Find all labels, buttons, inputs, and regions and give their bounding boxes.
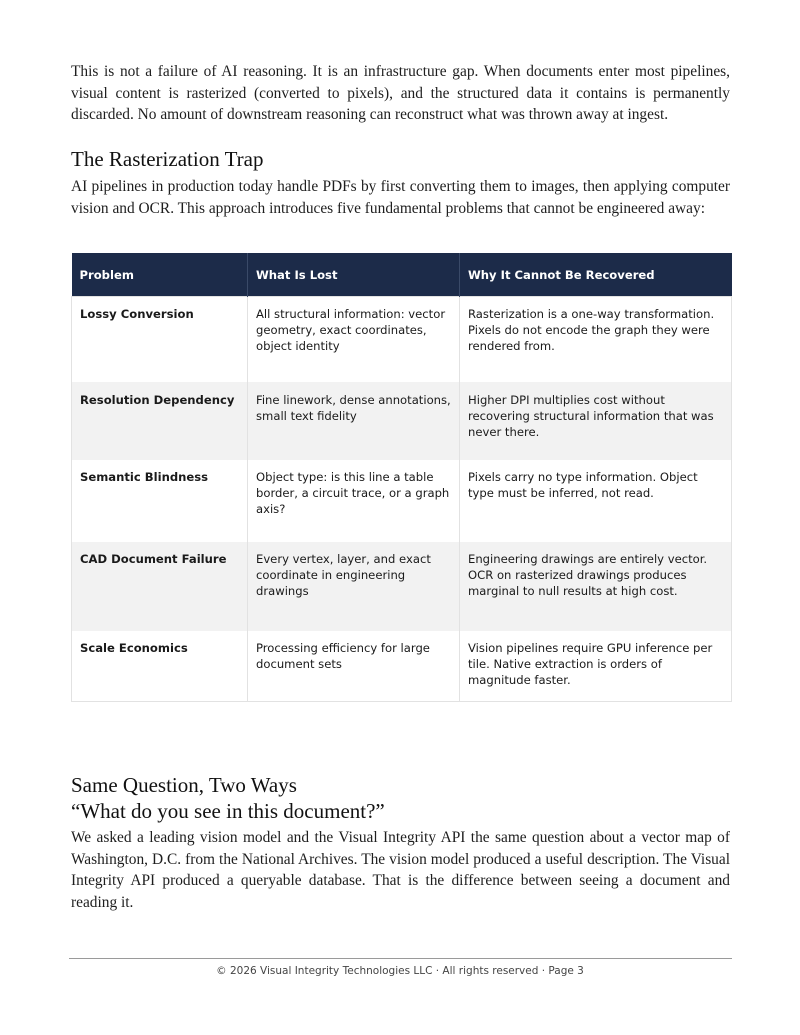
cell-problem: Lossy Conversion — [72, 297, 248, 383]
cell-why-not-recovered: Vision pipelines require GPU inference per tile. Native extraction is orders of magnitude faster. — [460, 631, 732, 702]
footer-divider — [69, 958, 732, 959]
cell-what-is-lost: Processing efficiency for large document sets — [248, 631, 460, 702]
table-row — [72, 382, 732, 460]
section-subheading-question: “What do you see in this document?” — [71, 799, 385, 823]
cell-problem: CAD Document Failure — [72, 542, 248, 631]
page-footer: © 2026 Visual Integrity Technologies LLC · All rights reserved · Page 3 — [216, 965, 584, 977]
cell-what-is-lost: All structural information: vector geometry, exact coordinates, object identity — [248, 297, 460, 383]
cell-what-is-lost: Fine linework, dense annotations, small text fidelity — [248, 382, 460, 460]
comparison-paragraph: We asked a leading vision model and the Visual Integrity API the same question about a vector map of Washington, D.C. from the National Archives. The vision model produced a useful description. The Visual Integrity API produced a queryable database. That is the difference between seeing a document and reading it. — [71, 829, 730, 911]
table-header-why-not-recovered: Why It Cannot Be Recovered — [460, 253, 732, 297]
cell-why-not-recovered: Pixels carry no type information. Object type must be inferred, not read. — [460, 460, 732, 542]
table-header-problem: Problem — [72, 253, 248, 297]
cell-problem: Scale Economics — [72, 631, 248, 702]
cell-problem: Resolution Dependency — [72, 382, 248, 460]
cell-why-not-recovered: Engineering drawings are entirely vector. OCR on rasterized drawings produces marginal to null results at high cost. — [460, 542, 732, 631]
cell-what-is-lost: Every vertex, layer, and exact coordinate in engineering drawings — [248, 542, 460, 631]
table-header-row — [72, 253, 732, 297]
cell-why-not-recovered: Rasterization is a one-way transformation. Pixels do not encode the graph they were rendered from. — [460, 297, 732, 383]
table-row — [72, 460, 732, 542]
cell-why-not-recovered: Higher DPI multiplies cost without recovering structural information that was never there. — [460, 382, 732, 460]
cell-what-is-lost: Object type: is this line a table border, a circuit trace, or a graph axis? — [248, 460, 460, 542]
problems-table — [71, 253, 732, 702]
section-heading-rasterization-trap: The Rasterization Trap — [71, 147, 264, 171]
table-header-what-is-lost: What Is Lost — [248, 253, 460, 297]
table-row — [72, 542, 732, 631]
intro-paragraph: This is not a failure of AI reasoning. It is an infrastructure gap. When documents enter most pipelines, visual content is rasterized (converted to pixels), and the structured data it contains is permanently discarded. No amount of downstream reasoning can reconstruct what was thrown away at ingest. — [71, 63, 730, 123]
cell-problem: Semantic Blindness — [72, 460, 248, 542]
rasterization-paragraph: AI pipelines in production today handle PDFs by first converting them to images, then applying computer vision and OCR. This approach introduces five fundamental problems that cannot be engineered away: — [71, 178, 730, 217]
table-row — [72, 631, 732, 702]
section-heading-same-question: Same Question, Two Ways — [71, 773, 297, 797]
table-row — [72, 297, 732, 383]
